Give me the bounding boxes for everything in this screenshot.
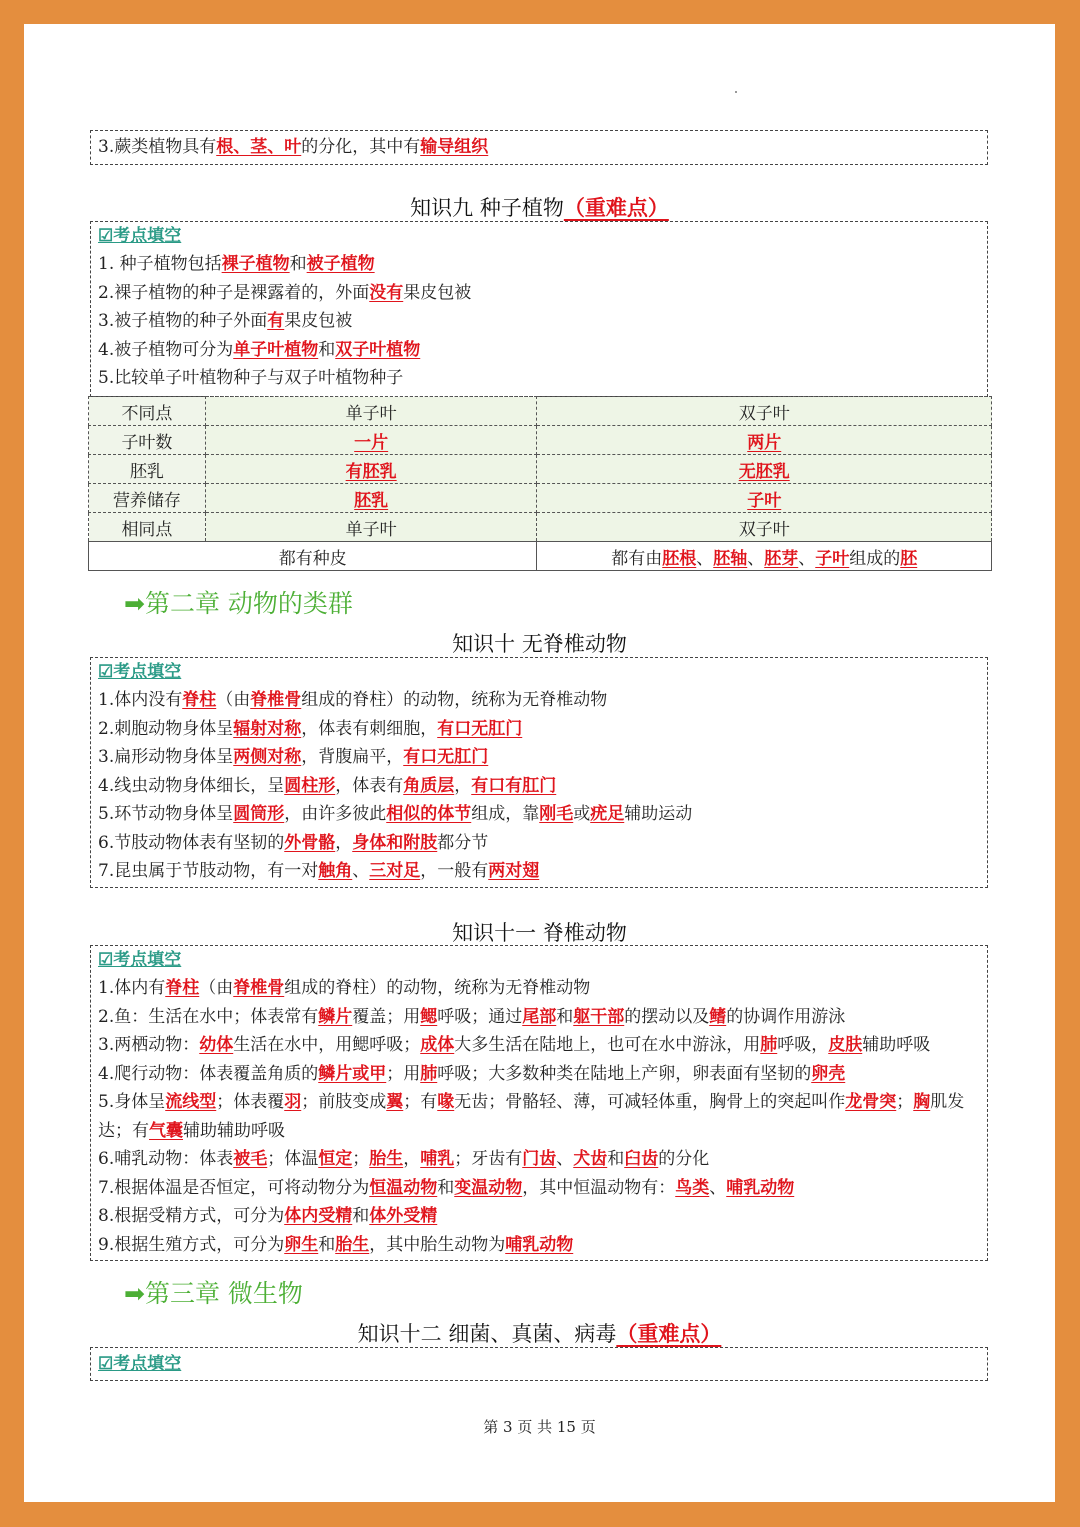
section-9-title: 知识九 种子植物（重难点）: [410, 196, 669, 220]
header-cell: 不同点: [89, 397, 206, 426]
seed-comparison-table: [88, 396, 992, 571]
exam-point-label: ☑考点填空: [98, 950, 182, 970]
list-item: 6.哺乳动物：体表被毛；体温恒定；胎生，哺乳；牙齿有门齿、犬齿和臼齿的分化: [98, 1149, 710, 1169]
list-item: 2.刺胞动物身体呈辐射对称，体表有刺细胞，有口无肛门: [98, 718, 523, 739]
table-answer: 一片: [354, 432, 389, 453]
chapter-3-heading: ➡第三章 微生物: [124, 1279, 303, 1308]
list-item: 4.线虫动物身体细长，呈圆柱形，体表有角质层，有口有肛门: [98, 775, 557, 796]
header-cell: 相同点: [89, 513, 206, 542]
seed-plant-box: [90, 221, 988, 397]
table-answer: 无胚乳: [738, 461, 790, 482]
common-right: 都有由胚根、胚轴、胚芽、子叶组成的胚: [537, 542, 992, 571]
common-left: 都有种皮: [89, 542, 537, 571]
table-header-row: [89, 397, 992, 426]
header-cell: 双子叶: [537, 397, 992, 426]
list-item: 1.体内有脊柱（由脊椎骨组成的脊柱）的动物，统称为无脊椎动物: [98, 978, 591, 998]
list-item: 5.比较单子叶植物种子与双子叶植物种子: [98, 368, 404, 388]
exam-point-label: ☑考点填空: [98, 226, 182, 246]
list-item: 6.节肢动物体表有坚韧的外骨骼，身体和附肢都分节: [98, 832, 489, 853]
vertebrate-box: [90, 945, 988, 1261]
section-10-title: 知识十 无脊椎动物: [452, 632, 627, 656]
list-item: 3.扁形动物身体呈两侧对称，背腹扁平，有口无肛门: [98, 747, 489, 767]
table-answer: 子叶: [747, 490, 782, 511]
list-item: 3.两栖动物：幼体生活在水中，用鳃呼吸；成体大多生活在陆地上，也可在水中游泳，用肺呼吸，皮肤辅助呼吸: [98, 1035, 931, 1055]
document-page: [24, 24, 1055, 1502]
list-item: 8.根据受精方式，可分为体内受精和体外受精: [98, 1206, 438, 1226]
list-item: 1.体内没有脊柱（由脊椎骨组成的脊柱）的动物，统称为无脊椎动物: [98, 690, 608, 710]
fern-box: [90, 130, 988, 165]
list-item: 9.根据生殖方式，可分为卵生和胎生，其中胎生动物为哺乳动物: [98, 1234, 574, 1255]
list-item: 2.鱼：生活在水中；体表常有鳞片覆盖；用鳃呼吸；通过尾部和躯干部的摆动以及鳍的协调作用游泳: [98, 1006, 846, 1027]
exam-point-label: ☑考点填空: [98, 1354, 182, 1374]
list-item: 7.根据体温是否恒定，可将动物分为恒温动物和变温动物，其中恒温动物有：鸟类、哺乳动物: [98, 1177, 795, 1198]
row-label: 胚乳: [89, 455, 206, 484]
list-item: 4.被子植物可分为单子叶植物和双子叶植物: [98, 339, 421, 360]
section-12-title: 知识十二 细菌、真菌、病毒（重难点）: [357, 1322, 722, 1346]
section-11-title: 知识十一 脊椎动物: [452, 921, 627, 945]
table-same-header-row: [89, 513, 992, 542]
header-cell: 单子叶: [205, 397, 537, 426]
exam-point-label: ☑考点填空: [98, 662, 182, 682]
table-answer: 两片: [747, 432, 782, 453]
table-row: [89, 455, 992, 484]
row-label: 子叶数: [89, 426, 206, 455]
speck: [735, 91, 737, 93]
header-cell: 单子叶: [205, 513, 537, 542]
table-row: [89, 542, 992, 571]
header-cell: 双子叶: [537, 513, 992, 542]
chapter-2-heading: ➡第二章 动物的类群: [124, 589, 353, 618]
list-item: 5.环节动物身体呈圆筒形，由许多彼此相似的体节组成，靠刚毛或疣足辅助运动: [98, 804, 693, 824]
microbe-box: [90, 1347, 988, 1381]
list-item: 4.爬行动物：体表覆盖角质的鳞片或甲；用肺呼吸；大多数种类在陆地上产卵，卵表面有坚韧的卵壳: [98, 1063, 846, 1084]
table-row: [89, 484, 992, 513]
list-item: 1. 种子植物包括裸子植物和被子植物: [98, 254, 375, 274]
list-item: 7.昆虫属于节肢动物，有一对触角、三对足，一般有两对翅: [98, 861, 540, 881]
list-item: 3.被子植物的种子外面有果皮包被: [98, 311, 353, 331]
list-item: 5.身体呈流线型；体表覆羽；前肢变成翼；有喙无齿；骨骼轻、薄，可减轻体重，胸骨上的突起叫作龙骨突；胸肌发达；有气囊辅助辅助呼吸: [98, 1092, 965, 1141]
list-item: 2.裸子植物的种子是裸露着的，外面没有果皮包被: [98, 282, 472, 303]
fern-item: 3.蕨类植物具有根、茎、叶的分化，其中有输导组织: [98, 137, 489, 157]
table-answer: 胚乳: [354, 490, 389, 511]
row-label: 营养储存: [89, 484, 206, 513]
table-answer: 有胚乳: [345, 461, 397, 482]
page-number: 第 3 页 共 15 页: [483, 1418, 596, 1436]
invertebrate-box: [90, 657, 988, 888]
table-row: [89, 426, 992, 455]
